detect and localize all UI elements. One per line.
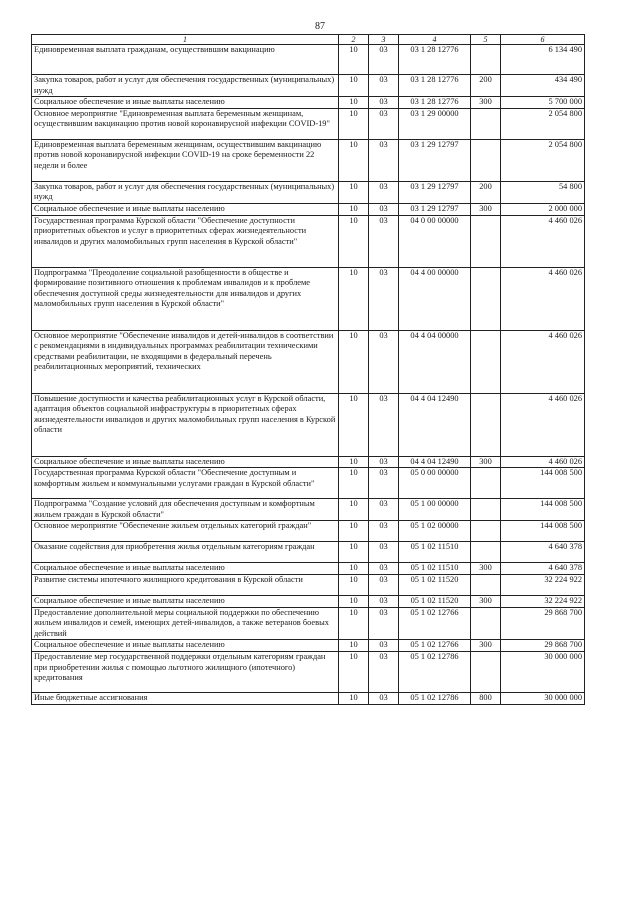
row-name-cell: Социальное обеспечение и иные выплаты населению (32, 203, 339, 215)
target-article-cell: 05 1 02 11510 (399, 542, 471, 563)
row-name-cell: Развитие системы ипотечного жилищного кредитования в Курской области (32, 574, 339, 595)
row-name-cell: Социальное обеспечение и иные выплаты населению (32, 595, 339, 607)
page-number: 87 (315, 21, 325, 32)
section-cell: 10 (339, 468, 369, 499)
subsection-cell: 03 (369, 267, 399, 330)
subsection-cell: 03 (369, 97, 399, 109)
target-article-cell: 05 1 00 00000 (399, 499, 471, 521)
expense-type-cell (471, 393, 501, 456)
target-article-cell: 03 1 28 12776 (399, 75, 471, 97)
amount-cell: 30 000 000 (501, 692, 585, 704)
row-name-cell: Закупка товаров, работ и услуг для обеспечения государственных (муниципальных) нужд (32, 181, 339, 203)
header-cell: 6 (501, 35, 585, 45)
expense-type-cell (471, 651, 501, 692)
amount-cell: 2 054 800 (501, 108, 585, 139)
table-row (32, 97, 585, 109)
expense-type-cell: 300 (471, 563, 501, 575)
expense-type-cell: 200 (471, 75, 501, 97)
amount-cell: 6 134 490 (501, 45, 585, 75)
table-row (32, 521, 585, 542)
amount-cell: 4 640 378 (501, 542, 585, 563)
section-cell: 10 (339, 203, 369, 215)
subsection-cell: 03 (369, 542, 399, 563)
subsection-cell: 03 (369, 108, 399, 139)
row-name-cell: Предоставление дополнительной меры социальной поддержки по обеспечению жильем инвалидов и семей, имеющих детей-инвалидов, а также ветеранов боевых действий (32, 607, 339, 640)
header-cell: 5 (471, 35, 501, 45)
amount-cell: 144 008 500 (501, 521, 585, 542)
section-cell: 10 (339, 181, 369, 203)
table-row (32, 393, 585, 456)
expense-type-cell (471, 215, 501, 267)
table-row (32, 563, 585, 575)
target-article-cell: 05 1 02 11510 (399, 563, 471, 575)
row-name-cell: Основное мероприятие "Единовременная выплата беременным женщинам, осуществившим вакцинацию против новой коронавирусной инфекции COVID-19" (32, 108, 339, 139)
subsection-cell: 03 (369, 45, 399, 75)
expense-type-cell: 200 (471, 181, 501, 203)
expense-type-cell (471, 468, 501, 499)
expense-type-cell (471, 108, 501, 139)
amount-cell: 29 868 700 (501, 607, 585, 640)
row-name-cell: Основное мероприятие "Обеспечение жильем отдельных категорий граждан" (32, 521, 339, 542)
section-cell: 10 (339, 499, 369, 521)
header-cell: 1 (32, 35, 339, 45)
table-row (32, 651, 585, 692)
row-name-cell: Закупка товаров, работ и услуг для обеспечения государственных (муниципальных) нужд (32, 75, 339, 97)
target-article-cell: 03 1 28 12776 (399, 97, 471, 109)
section-cell: 10 (339, 45, 369, 75)
expense-type-cell (471, 542, 501, 563)
amount-cell: 4 460 026 (501, 456, 585, 468)
section-cell: 10 (339, 108, 369, 139)
target-article-cell: 04 4 04 12490 (399, 393, 471, 456)
row-name-cell: Социальное обеспечение и иные выплаты населению (32, 563, 339, 575)
row-name-cell: Социальное обеспечение и иные выплаты населению (32, 456, 339, 468)
subsection-cell: 03 (369, 181, 399, 203)
amount-cell: 54 800 (501, 181, 585, 203)
table-row (32, 108, 585, 139)
expense-type-cell (471, 607, 501, 640)
amount-cell: 2 000 000 (501, 203, 585, 215)
table-row (32, 499, 585, 521)
subsection-cell: 03 (369, 595, 399, 607)
amount-cell: 4 460 026 (501, 215, 585, 267)
target-article-cell: 05 0 00 00000 (399, 468, 471, 499)
target-article-cell: 05 1 02 11520 (399, 595, 471, 607)
target-article-cell: 05 1 02 12766 (399, 607, 471, 640)
row-name-cell: Основное мероприятие "Обеспечение инвалидов и детей-инвалидов в соответствии с рекомендациями в индивидуальных программах реабилитации техническими средствами реабилитации, не входящими в федеральный перечень реабилитационных мероприятий, технических (32, 330, 339, 393)
amount-cell: 4 640 378 (501, 563, 585, 575)
row-name-cell: Единовременная выплата гражданам, осуществившим вакцинацию (32, 45, 339, 75)
section-cell: 10 (339, 595, 369, 607)
target-article-cell: 05 1 02 11520 (399, 574, 471, 595)
amount-cell: 32 224 922 (501, 574, 585, 595)
table-row (32, 542, 585, 563)
header-cell: 4 (399, 35, 471, 45)
row-name-cell: Государственная программа Курской области "Обеспечение доступным и комфортным жильем и коммунальными услугами граждан в Курской области" (32, 468, 339, 499)
table-row (32, 267, 585, 330)
section-cell: 10 (339, 330, 369, 393)
row-name-cell: Подпрограмма "Преодоление социальной разобщенности в обществе и формирование позитивного отношения к проблемам инвалидов и к проблеме обеспечения доступной среды жизнедеятельности для инвалидов и других маломобильных групп населения в Курской области" (32, 267, 339, 330)
target-article-cell: 05 1 02 12786 (399, 651, 471, 692)
expense-type-cell: 800 (471, 692, 501, 704)
section-cell: 10 (339, 607, 369, 640)
row-name-cell: Иные бюджетные ассигнования (32, 692, 339, 704)
subsection-cell: 03 (369, 574, 399, 595)
target-article-cell: 04 4 04 12490 (399, 456, 471, 468)
table-row (32, 45, 585, 75)
row-name-cell: Государственная программа Курской области "Обеспечение доступности приоритетных объектов и услуг в приоритетных сферах жизнедеятельности инвалидов и других маломобильных групп населения в Курской области" (32, 215, 339, 267)
section-cell: 10 (339, 563, 369, 575)
target-article-cell: 05 1 02 12766 (399, 640, 471, 652)
row-name-cell: Оказание содействия для приобретения жилья отдельным категориям граждан (32, 542, 339, 563)
expense-type-cell: 300 (471, 640, 501, 652)
row-name-cell: Предоставление мер государственной поддержки отдельным категориям граждан при приобретении жилья с помощью льготного жилищного (ипотечного) кредитования (32, 651, 339, 692)
row-name-cell: Единовременная выплата беременным женщинам, осуществившим вакцинацию против новой коронавирусной инфекции COVID-19 на сроке беременности 22 недели и более (32, 139, 339, 181)
target-article-cell: 04 4 00 00000 (399, 267, 471, 330)
amount-cell: 30 000 000 (501, 651, 585, 692)
header-cell: 3 (369, 35, 399, 45)
target-article-cell: 05 1 02 12786 (399, 692, 471, 704)
table-row (32, 607, 585, 640)
subsection-cell: 03 (369, 640, 399, 652)
table-row (32, 330, 585, 393)
row-name-cell: Подпрограмма "Создание условий для обеспечения доступным и комфортным жильем граждан в Курской области" (32, 499, 339, 521)
target-article-cell: 05 1 02 00000 (399, 521, 471, 542)
subsection-cell: 03 (369, 215, 399, 267)
expense-type-cell (471, 139, 501, 181)
expense-type-cell: 300 (471, 97, 501, 109)
expense-type-cell: 300 (471, 203, 501, 215)
amount-cell: 29 868 700 (501, 640, 585, 652)
amount-cell: 5 700 000 (501, 97, 585, 109)
row-name-cell: Социальное обеспечение и иные выплаты населению (32, 640, 339, 652)
target-article-cell: 04 0 00 00000 (399, 215, 471, 267)
subsection-cell: 03 (369, 521, 399, 542)
section-cell: 10 (339, 542, 369, 563)
table-row (32, 203, 585, 215)
subsection-cell: 03 (369, 563, 399, 575)
expense-type-cell (471, 499, 501, 521)
section-cell: 10 (339, 640, 369, 652)
target-article-cell: 03 1 29 12797 (399, 203, 471, 215)
budget-table (31, 34, 585, 705)
table-row (32, 468, 585, 499)
amount-cell: 4 460 026 (501, 330, 585, 393)
section-cell: 10 (339, 267, 369, 330)
section-cell: 10 (339, 521, 369, 542)
table-row (32, 75, 585, 97)
expense-type-cell (471, 574, 501, 595)
subsection-cell: 03 (369, 75, 399, 97)
expense-type-cell: 300 (471, 595, 501, 607)
section-cell: 10 (339, 456, 369, 468)
section-cell: 10 (339, 97, 369, 109)
section-cell: 10 (339, 393, 369, 456)
column-number-header (32, 35, 585, 45)
section-cell: 10 (339, 651, 369, 692)
amount-cell: 4 460 026 (501, 393, 585, 456)
subsection-cell: 03 (369, 499, 399, 521)
section-cell: 10 (339, 692, 369, 704)
table-row (32, 692, 585, 704)
section-cell: 10 (339, 139, 369, 181)
row-name-cell: Повышение доступности и качества реабилитационных услуг в Курской области, адаптация объектов социальной инфраструктуры в приоритетных сферах жизнедеятельности инвалидов и других маломобильных групп населения в Курской области (32, 393, 339, 456)
subsection-cell: 03 (369, 330, 399, 393)
subsection-cell: 03 (369, 456, 399, 468)
table-row (32, 574, 585, 595)
target-article-cell: 03 1 29 12797 (399, 181, 471, 203)
target-article-cell: 03 1 29 00000 (399, 108, 471, 139)
table-row (32, 215, 585, 267)
expense-type-cell (471, 330, 501, 393)
expense-type-cell: 300 (471, 456, 501, 468)
table-row (32, 595, 585, 607)
expense-type-cell (471, 521, 501, 542)
subsection-cell: 03 (369, 607, 399, 640)
amount-cell: 4 460 026 (501, 267, 585, 330)
amount-cell: 144 008 500 (501, 468, 585, 499)
section-cell: 10 (339, 215, 369, 267)
amount-cell: 2 054 800 (501, 139, 585, 181)
section-cell: 10 (339, 75, 369, 97)
row-name-cell: Социальное обеспечение и иные выплаты населению (32, 97, 339, 109)
subsection-cell: 03 (369, 692, 399, 704)
target-article-cell: 03 1 29 12797 (399, 139, 471, 181)
subsection-cell: 03 (369, 651, 399, 692)
target-article-cell: 03 1 28 12776 (399, 45, 471, 75)
expense-type-cell (471, 267, 501, 330)
expense-type-cell (471, 45, 501, 75)
header-cell: 2 (339, 35, 369, 45)
subsection-cell: 03 (369, 203, 399, 215)
table-row (32, 181, 585, 203)
subsection-cell: 03 (369, 468, 399, 499)
amount-cell: 144 008 500 (501, 499, 585, 521)
amount-cell: 434 490 (501, 75, 585, 97)
subsection-cell: 03 (369, 139, 399, 181)
table-row (32, 640, 585, 652)
section-cell: 10 (339, 574, 369, 595)
target-article-cell: 04 4 04 00000 (399, 330, 471, 393)
subsection-cell: 03 (369, 393, 399, 456)
table-row (32, 139, 585, 181)
amount-cell: 32 224 922 (501, 595, 585, 607)
table-row (32, 456, 585, 468)
